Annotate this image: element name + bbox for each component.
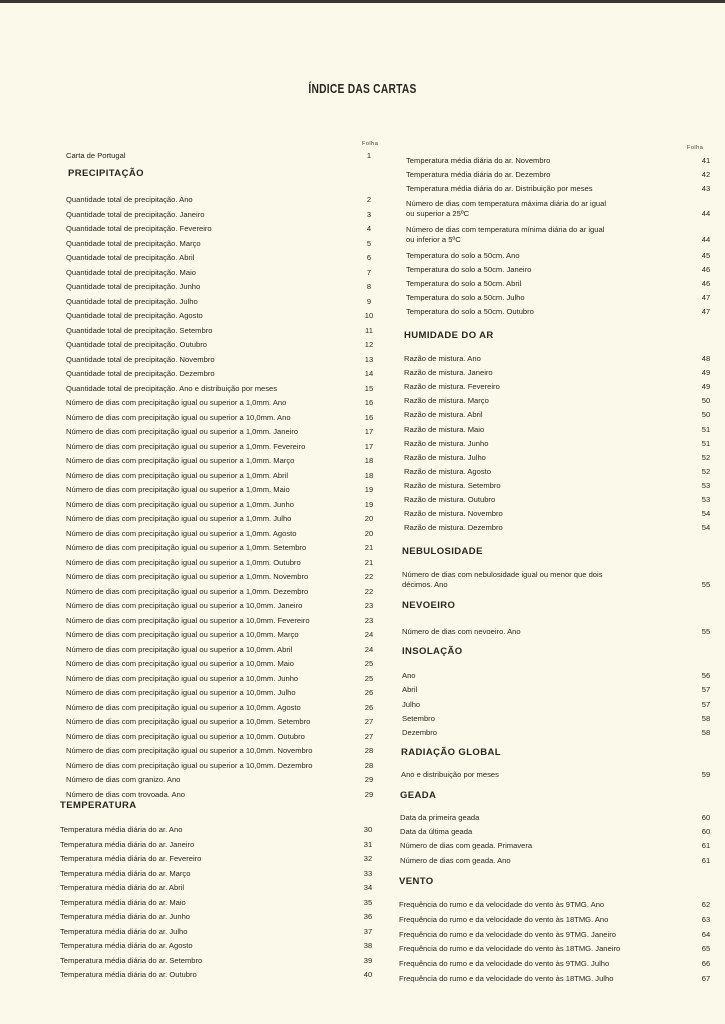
entry-page-number: 24 <box>364 644 374 654</box>
entry-page-number: 32 <box>363 854 373 863</box>
entry-title: Data da última geada <box>400 827 473 837</box>
entry-title: Temperatura média diária do ar. Setembro <box>60 955 203 965</box>
entry-page-number: 16 <box>364 398 374 407</box>
entry-page-number: 36 <box>363 912 373 921</box>
entry-page-number: 28 <box>364 760 374 770</box>
entry-page-number: 25 <box>364 659 374 668</box>
entry-page-number: 3 <box>366 209 372 219</box>
entry-page-number: 52 <box>701 452 711 462</box>
entry-title: Frequência do rumo e da velocidade do vento às 18TMG. Janeiro <box>399 944 621 954</box>
entry-page-number: 57 <box>701 685 711 695</box>
entry-page-number: 51 <box>701 424 711 434</box>
entry-page-number: 52 <box>701 466 711 476</box>
entry-title: Número de dias com precipitação igual ou superior a 1,0mm. Novembro <box>66 572 309 581</box>
entry-page-number: 21 <box>364 543 374 552</box>
entry-title: Número de dias com precipitação igual ou superior a 1,0mm. Março <box>66 456 295 465</box>
entry-page-number: 29 <box>364 775 374 784</box>
section-heading: NEVOEIRO <box>402 600 456 611</box>
entry-title: Número de dias com geada. Ano <box>400 855 511 865</box>
entry-page-number: 56 <box>701 671 711 680</box>
entry-title: Quantidade total de precipitação. Maio <box>66 267 197 277</box>
entry-title: Número de dias com temperatura mínima diária do ar igual <box>406 224 605 234</box>
entry-page-number: 49 <box>701 368 711 378</box>
entry-title: Setembro <box>402 713 435 723</box>
entry-title: Número de dias com precipitação igual ou superior a 10,0mm. Janeiro <box>66 601 303 610</box>
entry-title: Temperatura do solo a 50cm. Outubro <box>406 307 534 317</box>
entry-page-number: 19 <box>364 485 374 494</box>
entry-page-number: 66 <box>701 959 711 969</box>
entry-page-number: 4 <box>366 224 372 233</box>
entry-page-number: 16 <box>364 412 374 422</box>
entry-page-number: 53 <box>701 495 711 504</box>
entry-page-number: 38 <box>363 941 373 950</box>
entry-page-number: 18 <box>364 470 374 480</box>
entry-title: Razão de mistura. Setembro <box>404 480 501 490</box>
entry-title: Número de dias com precipitação igual ou superior a 1,0mm. Maio <box>66 485 290 494</box>
entry-title: Temperatura média diária do ar. Novembro <box>406 156 551 165</box>
section-heading: TEMPERATURA <box>60 800 137 811</box>
entry-title: Número de dias com precipitação igual ou superior a 1,0mm. Dezembro <box>66 586 309 596</box>
entry-title: Número de dias com precipitação igual ou superior a 1,0mm. Janeiro <box>66 427 299 436</box>
entry-title: Quantidade total de precipitação. Junho <box>66 282 201 291</box>
entry-page-number: 63 <box>701 914 711 924</box>
entry-title: Número de dias com precipitação igual ou superior a 10,0mm. Setembro <box>66 717 311 726</box>
entry-page-number: 43 <box>701 184 711 194</box>
entry-page-number: 33 <box>363 868 373 878</box>
entry-page-number: 39 <box>363 955 373 965</box>
entry-title-continued: ou superior a 25ºC <box>406 208 470 218</box>
entry-page-number: 67 <box>701 974 711 983</box>
entry-page-number: 55 <box>701 580 711 589</box>
entry-title: Frequência do rumo e da velocidade do vento às 18TMG. Julho <box>399 974 614 983</box>
entry-title: Número de dias com nebulosidade igual ou menor que dois <box>402 570 603 579</box>
entry-page-number: 22 <box>364 586 374 596</box>
entry-page-number: 19 <box>364 499 374 509</box>
entry-page-number: 37 <box>363 926 373 936</box>
entry-page-number: 29 <box>364 789 374 799</box>
entry-title: Número de dias com precipitação igual ou superior a 10,0mm. Outubro <box>66 731 305 741</box>
top-border <box>0 0 725 3</box>
entry-title: Ano <box>402 671 416 680</box>
entry-title: Razão de mistura. Junho <box>404 438 489 448</box>
entry-title: Número de dias com nevoeiro. Ano <box>402 627 521 636</box>
entry-title: Temperatura média diária do ar. Abril <box>60 883 185 892</box>
entry-title: Frequência do rumo e da velocidade do vento às 9TMG. Janeiro <box>399 929 616 939</box>
entry-title: Razão de mistura. Março <box>404 396 489 406</box>
section-heading: HUMIDADE DO AR <box>404 330 494 341</box>
entry-title: Número de dias com precipitação igual ou superior a 10,0mm. Fevereiro <box>66 615 310 625</box>
entry-title: Quantidade total de precipitação. Fevereiro <box>66 224 212 233</box>
entry-page-number: 24 <box>364 630 374 639</box>
entry-title: Razão de mistura. Ano <box>404 354 481 363</box>
entry-title: Número de dias com precipitação igual ou superior a 1,0mm. Abril <box>66 470 289 480</box>
entry-page-number: 50 <box>701 410 711 420</box>
entry-title: Razão de mistura. Maio <box>404 424 485 434</box>
section-heading: PRECIPITAÇÃO <box>68 168 144 179</box>
entry-title: Carta de Portugal <box>66 151 126 160</box>
entry-title: Temperatura média diária do ar. Agosto <box>60 941 193 950</box>
entry-title: Temperatura do solo a 50cm. Abril <box>406 279 522 288</box>
entry-page-number: 60 <box>701 813 711 822</box>
folha-label-right: Folha <box>687 145 704 151</box>
section-heading: NEBULOSIDADE <box>402 546 483 557</box>
entry-title-continued: ou inferior a 5ºC <box>406 234 461 244</box>
entry-page-number: 48 <box>701 354 711 363</box>
entry-title: Razão de mistura. Outubro <box>404 495 496 504</box>
entry-title: Razão de mistura. Fevereiro <box>404 382 500 392</box>
entry-title: Quantidade total de precipitação. Outubro <box>66 340 207 349</box>
entry-page-number: 8 <box>366 282 372 291</box>
entry-page-number: 61 <box>701 855 711 865</box>
entry-title: Quantidade total de precipitação. Ano e distribuição por meses <box>66 383 278 393</box>
entry-page-number: 9 <box>366 296 372 306</box>
entry-page-number: 18 <box>364 456 374 465</box>
section-heading: VENTO <box>399 876 434 887</box>
entry-page-number: 31 <box>363 839 373 849</box>
entry-page-number: 50 <box>701 396 711 406</box>
entry-page-number: 58 <box>701 713 711 723</box>
entry-title: Número de dias com trovoada. Ano <box>66 789 186 799</box>
entry-title: Número de dias com precipitação igual ou superior a 1,0mm. Fevereiro <box>66 441 306 451</box>
entry-title: Razão de mistura. Julho <box>404 452 486 462</box>
entry-page-number: 34 <box>363 883 373 892</box>
entry-title: Quantidade total de precipitação. Setembro <box>66 325 213 335</box>
entry-page-number: 5 <box>366 238 372 248</box>
entry-title: Quantidade total de precipitação. Julho <box>66 296 198 306</box>
page-title: ÍNDICE DAS CARTAS <box>308 82 417 96</box>
entry-title: Número de dias com precipitação igual ou superior a 10,0mm. Maio <box>66 659 294 668</box>
entry-page-number: 59 <box>701 770 711 779</box>
entry-title: Número de dias com temperatura máxima diária do ar igual <box>406 198 607 208</box>
entry-title: Temperatura do solo a 50cm. Julho <box>406 293 525 303</box>
entry-page-number: 22 <box>364 572 374 581</box>
entry-title: Temperatura média diária do ar. Julho <box>60 926 188 936</box>
entry-title: Número de dias com precipitação igual ou superior a 10,0mm. Dezembro <box>66 760 313 770</box>
entry-page-number: 54 <box>701 509 711 519</box>
entry-page-number: 28 <box>364 746 374 755</box>
entry-title: Quantidade total de precipitação. Março <box>66 238 201 248</box>
entry-page-number: 26 <box>364 702 374 712</box>
entry-title: Quantidade total de precipitação. Novembro <box>66 354 215 364</box>
entry-page-number: 40 <box>363 970 373 979</box>
entry-title: Temperatura média diária do ar. Junho <box>60 912 191 921</box>
entry-title: Razão de mistura. Abril <box>404 410 483 420</box>
entry-title: Temperatura do solo a 50cm. Ano <box>406 250 520 260</box>
entry-page-number: 45 <box>701 250 711 260</box>
entry-page-number: 61 <box>701 841 711 851</box>
entry-title: Número de dias com granizo. Ano <box>66 775 181 784</box>
entry-page-number: 1 <box>366 151 372 160</box>
entry-title: Número de dias com precipitação igual ou superior a 1,0mm. Junho <box>66 499 294 509</box>
entry-title: Quantidade total de precipitação. Ano <box>66 195 193 204</box>
entry-title: Data da primeira geada <box>400 813 480 822</box>
entry-title: Temperatura do solo a 50cm. Janeiro <box>406 264 532 274</box>
entry-page-number: 55 <box>701 627 711 636</box>
entry-title: Ano e distribuição por meses <box>401 770 499 779</box>
entry-page-number: 44 <box>701 208 711 218</box>
entry-page-number: 58 <box>701 728 711 738</box>
entry-page-number: 47 <box>701 307 711 317</box>
section-heading: INSOLAÇÃO <box>402 646 463 657</box>
entry-title: Quantidade total de precipitação. Janeiro <box>66 209 205 219</box>
entry-page-number: 25 <box>364 673 374 683</box>
entry-page-number: 21 <box>364 557 374 567</box>
entry-page-number: 51 <box>701 438 711 448</box>
entry-title: Temperatura média diária do ar. Janeiro <box>60 839 195 849</box>
entry-title: Razão de mistura. Dezembro <box>404 523 503 533</box>
entry-title: Número de dias com precipitação igual ou superior a 1,0mm. Ano <box>66 398 287 407</box>
entry-page-number: 6 <box>366 253 372 262</box>
entry-title: Quantidade total de precipitação. Dezembro <box>66 369 215 378</box>
entry-page-number: 27 <box>364 717 374 726</box>
entry-page-number: 46 <box>701 264 711 274</box>
entry-title: Quantidade total de precipitação. Agosto <box>66 311 203 320</box>
entry-title: Número de dias com precipitação igual ou superior a 1,0mm. Setembro <box>66 543 307 552</box>
entry-title: Número de dias com precipitação igual ou superior a 10,0mm. Julho <box>66 688 296 697</box>
entry-page-number: 47 <box>701 293 711 303</box>
entry-page-number: 10 <box>364 311 374 320</box>
folha-label-left: Folha <box>362 141 379 147</box>
entry-page-number: 2 <box>366 195 372 204</box>
entry-title: Temperatura média diária do ar. Ano <box>60 825 183 834</box>
entry-page-number: 12 <box>364 340 374 349</box>
entry-title: Temperatura média diária do ar. Outubro <box>60 970 197 979</box>
entry-page-number: 20 <box>364 528 374 538</box>
entry-title: Razão de mistura. Novembro <box>404 509 503 519</box>
entry-title: Abril <box>402 685 418 695</box>
entry-page-number: 17 <box>364 441 374 451</box>
section-heading: GEADA <box>400 790 437 801</box>
entry-page-number: 17 <box>364 427 374 436</box>
entry-title: Frequência do rumo e da velocidade do vento às 9TMG. Julho <box>399 959 610 969</box>
entry-page-number: 54 <box>701 523 711 533</box>
entry-title: Número de dias com precipitação igual ou superior a 1,0mm. Julho <box>66 514 292 523</box>
entry-page-number: 57 <box>701 699 711 709</box>
entry-title: Razão de mistura. Agosto <box>404 466 491 476</box>
entry-page-number: 23 <box>364 615 374 625</box>
entry-page-number: 14 <box>364 369 374 378</box>
entry-page-number: 13 <box>364 354 374 364</box>
entry-page-number: 65 <box>701 944 711 954</box>
entry-title: Dezembro <box>402 728 438 738</box>
entry-page-number: 30 <box>363 825 373 834</box>
entry-page-number: 42 <box>701 170 711 180</box>
entry-title: Número de dias com geada. Primavera <box>400 841 533 851</box>
entry-title: Número de dias com precipitação igual ou superior a 1,0mm. Outubro <box>66 557 301 567</box>
entry-title: Quantidade total de precipitação. Abril <box>66 253 195 262</box>
entry-title: Número de dias com precipitação igual ou superior a 1,0mm. Agosto <box>66 528 297 538</box>
entry-title: Razão de mistura. Janeiro <box>404 368 493 378</box>
entry-page-number: 27 <box>364 731 374 741</box>
section-heading: RADIAÇÃO GLOBAL <box>401 747 501 758</box>
entry-page-number: 7 <box>366 267 372 277</box>
entry-page-number: 23 <box>364 601 374 610</box>
entry-page-number: 35 <box>363 897 373 907</box>
entry-title: Frequência do rumo e da velocidade do vento às 18TMG. Ano <box>399 914 609 924</box>
entry-title: Número de dias com precipitação igual ou superior a 10,0mm. Novembro <box>66 746 313 755</box>
entry-page-number: 44 <box>701 234 711 244</box>
entry-title: Temperatura média diária do ar. Dezembro <box>406 170 551 180</box>
entry-page-number: 53 <box>701 480 711 490</box>
entry-page-number: 62 <box>701 900 711 909</box>
entry-page-number: 11 <box>365 325 373 335</box>
entry-title: Temperatura média diária do ar. Distribuição por meses <box>406 184 593 194</box>
entry-page-number: 46 <box>701 279 711 288</box>
entry-title: Temperatura média diária do ar. Março <box>60 868 191 878</box>
entry-page-number: 64 <box>701 929 711 939</box>
entry-title-continued: décimos. Ano <box>402 580 448 589</box>
entry-page-number: 49 <box>701 382 711 392</box>
entry-title: Número de dias com precipitação igual ou superior a 10,0mm. Abril <box>66 644 293 654</box>
entry-page-number: 26 <box>364 688 374 697</box>
entry-title: Número de dias com precipitação igual ou superior a 10,0mm. Junho <box>66 673 299 683</box>
entry-title: Julho <box>402 699 421 709</box>
entry-title: Temperatura média diária do ar. Maio <box>60 897 186 907</box>
entry-page-number: 41 <box>701 156 711 165</box>
entry-title: Número de dias com precipitação igual ou superior a 10,0mm. Ano <box>66 412 291 422</box>
entry-title: Frequência do rumo e da velocidade do vento às 9TMG. Ano <box>399 900 605 909</box>
entry-page-number: 20 <box>364 514 374 523</box>
entry-title: Temperatura média diária do ar. Fevereiro <box>60 854 202 863</box>
entry-page-number: 15 <box>364 383 374 393</box>
entry-page-number: 60 <box>701 827 711 837</box>
entry-title: Número de dias com precipitação igual ou superior a 10,0mm. Março <box>66 630 299 639</box>
entry-title: Número de dias com precipitação igual ou superior a 10,0mm. Agosto <box>66 702 301 712</box>
